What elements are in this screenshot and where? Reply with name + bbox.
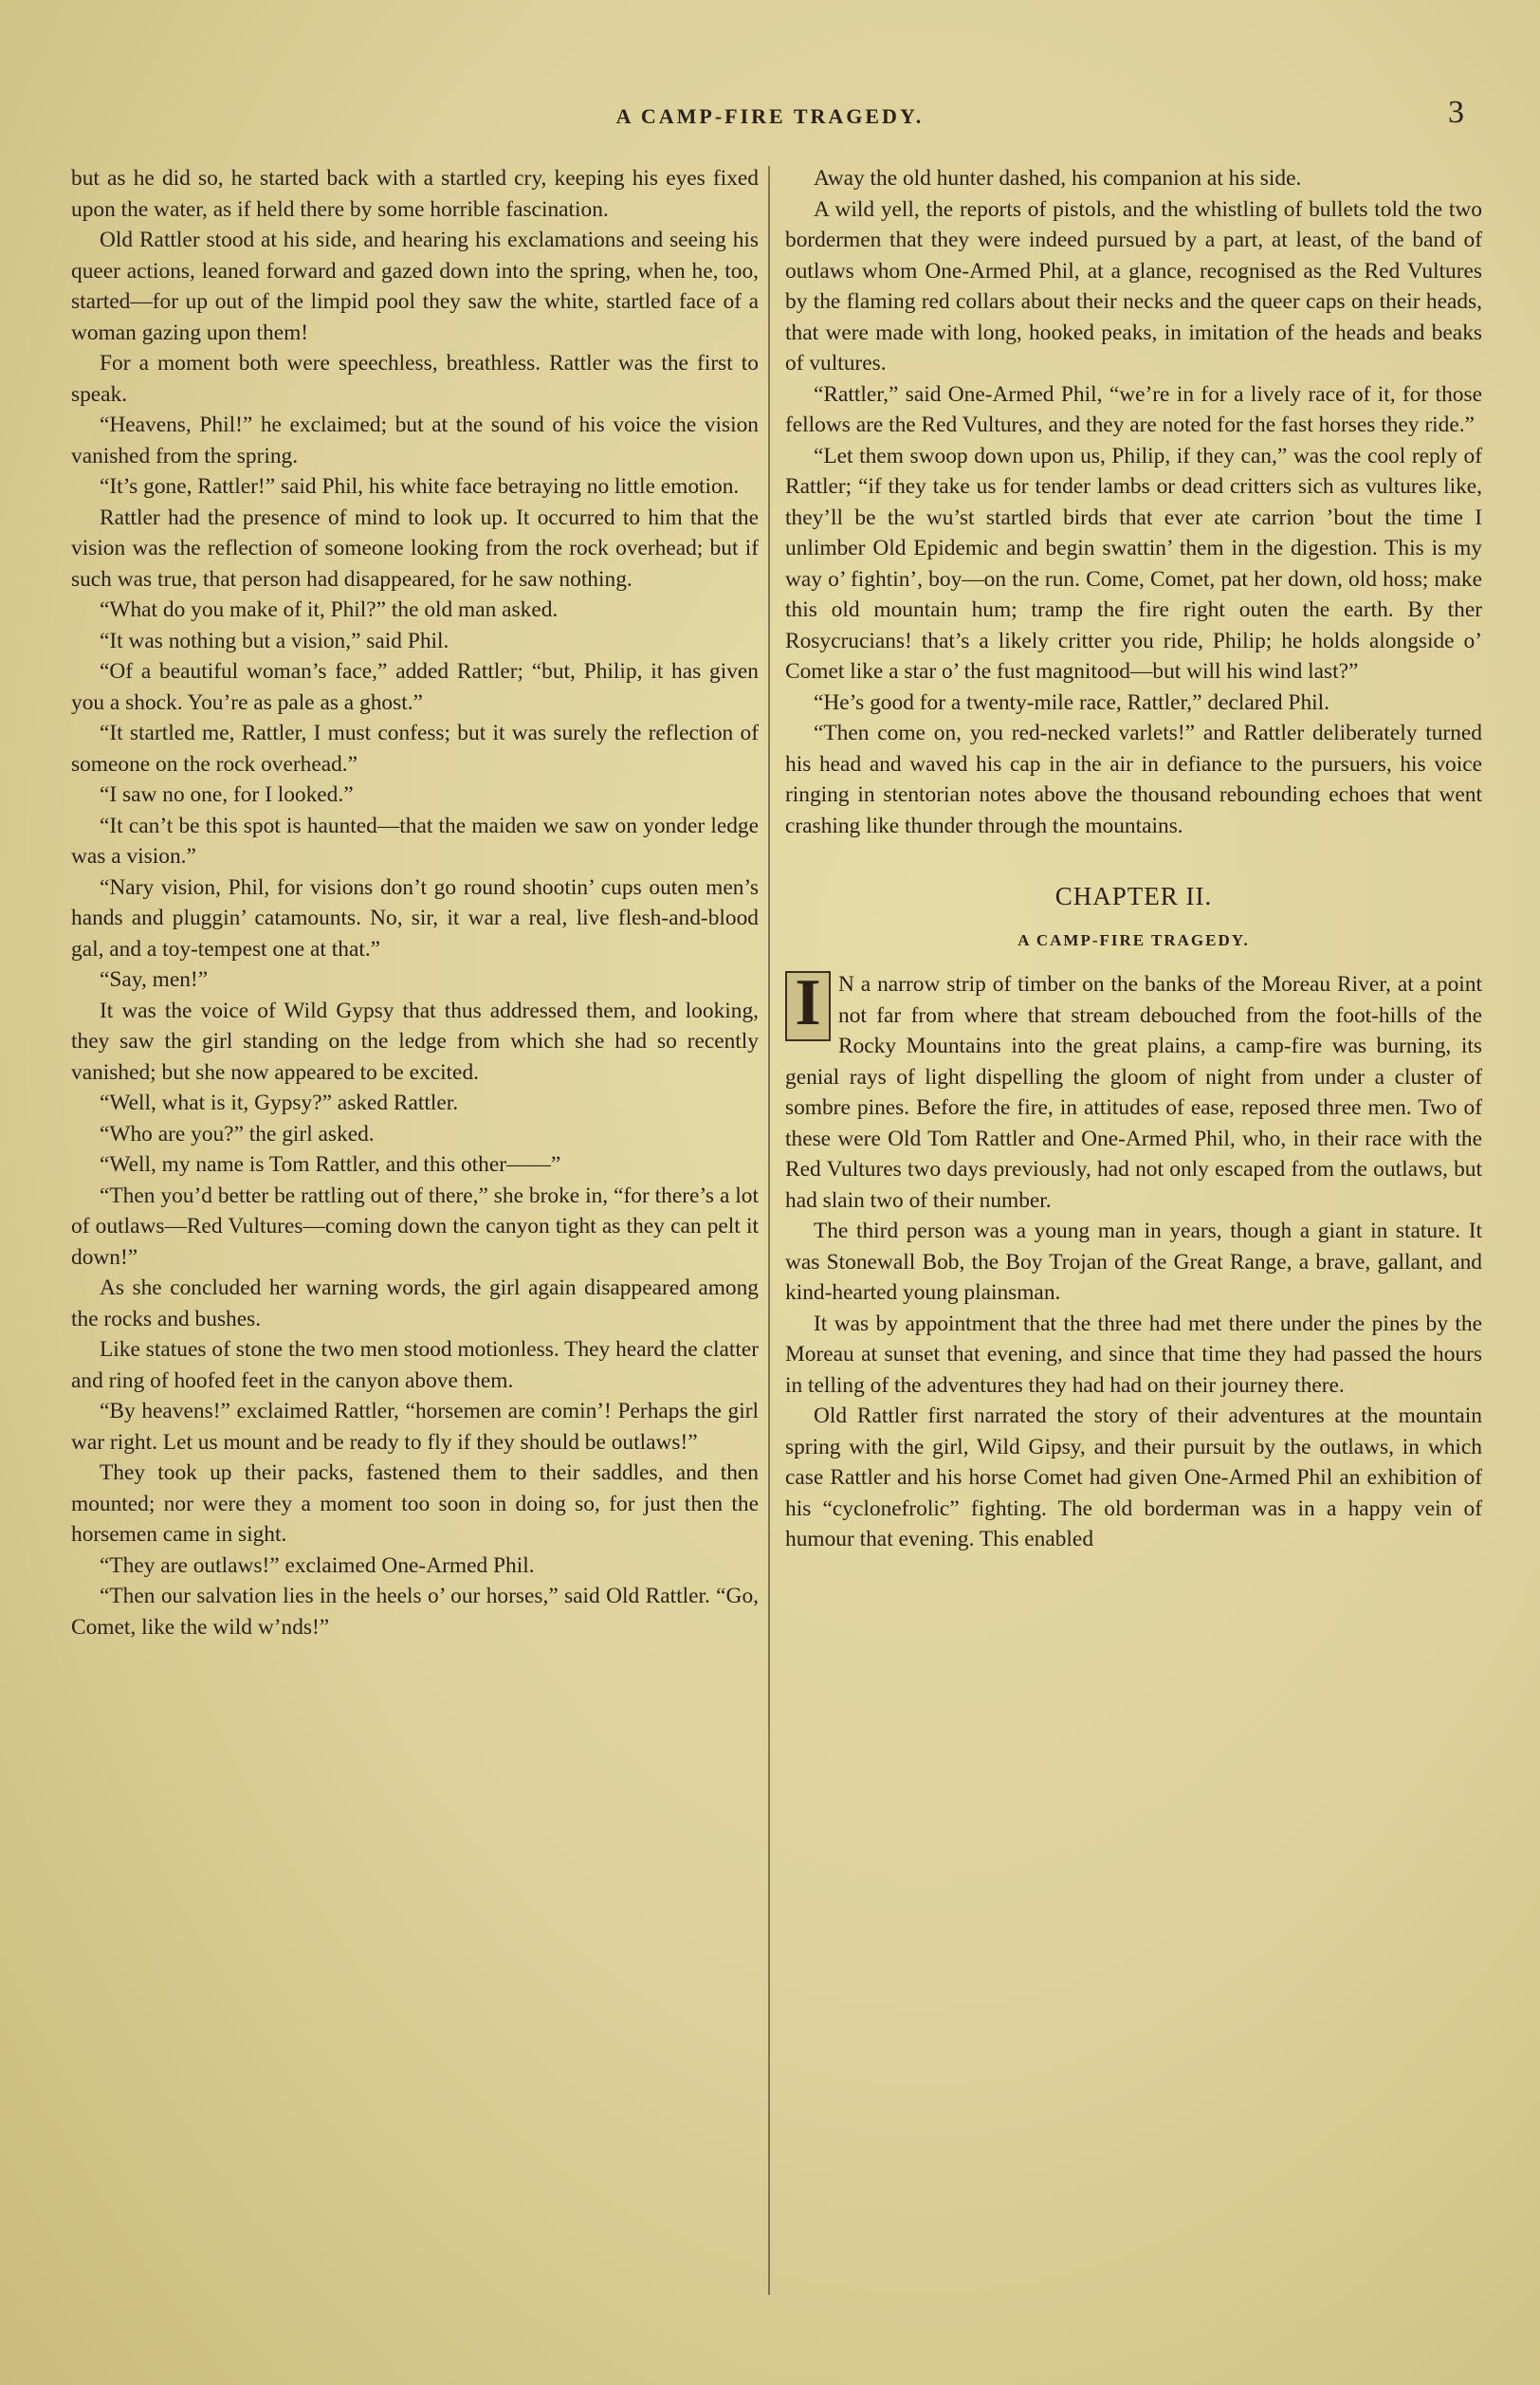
right-column-text-before-chapter bbox=[785, 163, 1482, 841]
paragraph: “By heavens!” exclaimed Rattler, “horsemen are comin’! Perhaps the girl war right. Let us mount and be ready to fly if they should be outlaws!” bbox=[71, 1399, 759, 1455]
chapter-subtitle: A CAMP-FIRE TRAGEDY. bbox=[1018, 930, 1250, 949]
paragraph: “Nary vision, Phil, for visions don’t go round shootin’ cups outen men’s hands and pluggin’ catamounts. No, sir, it war a real, live flesh-and-blood gal, and a toy-tempest one at that.” bbox=[71, 874, 759, 962]
running-title: A CAMP-FIRE TRAGEDY. bbox=[615, 104, 925, 128]
right-column-text-after-chapter bbox=[785, 1216, 1482, 1555]
paragraph: Like statues of stone the two men stood motionless. They heard the clatter and ring of hoofed feet in the canyon above them. bbox=[71, 1337, 759, 1393]
paragraph: The third person was a young man in years, though a giant in stature. It was Stonewall Bob, the Boy Trojan of the Great Range, a brave, gallant, and kind-hearted young plainsman. bbox=[785, 1219, 1482, 1305]
chapter-title: CHAPTER II. bbox=[1054, 882, 1213, 910]
chapter-first-paragraph-text: N a narrow strip of timber on the banks of the Moreau River, at a point not far from where that stream debouched from the foot-hills of the Rocky Mountains into the great plains, a camp-fire was burning, its genial rays of light dispelling the gloom of night from under a cluster of sombre pines. Before the fire, in attitudes of ease, reposed three men. Two of these were Old Tom Rattler and One-Armed Phil, who, in their race with the Red Vultures two days previously, had not only escaped from the outlaws, but had slain two of their number. bbox=[785, 972, 1482, 1213]
paragraph: “Well, what is it, Gypsy?” asked Rattler. bbox=[100, 1091, 459, 1115]
paragraph: It was by appointment that the three had met there under the pines by the Moreau at sunset that evening, and since that time they had passed the hours in telling of the adventures they had had on their journey there. bbox=[785, 1311, 1482, 1398]
left-column bbox=[71, 163, 759, 1642]
paragraph: “Then our salvation lies in the heels o’ our horses,” said Old Rattler. “Go, Comet, like the wild w’nds!” bbox=[71, 1584, 759, 1640]
paragraph: “Rattler,” said One-Armed Phil, “we’re in for a lively race of it, for those fellows are the Red Vultures, and they are noted for the fast horses they ride.” bbox=[785, 381, 1482, 437]
paragraph: “He’s good for a twenty-mile race, Rattler,” declared Phil. bbox=[814, 689, 1329, 715]
paragraph: Rattler had the presence of mind to look up. It occurred to him that the vision was the reflection of someone looking from the rock overhead; but if such was true, that person had disappeared, for he saw nothing. bbox=[71, 505, 759, 592]
paragraph: “Of a beautiful woman’s face,” added Rattler; “but, Philip, it has given you a shock. You’re as pale as a ghost.” bbox=[71, 659, 759, 715]
paragraph: “Well, my name is Tom Rattler, and this other——” bbox=[100, 1152, 561, 1177]
column-divider bbox=[768, 166, 770, 2295]
paragraph: They took up their packs, fastened them to their saddles, and then mounted; nor were they a moment too soon in doing so, for just then the horsemen came in sight. bbox=[71, 1460, 759, 1547]
paragraph: “It startled me, Rattler, I must confess; but it was surely the reflection of someone on the rock overhead.” bbox=[71, 721, 759, 777]
paragraph: For a moment both were speechless, breathless. Rattler was the first to speak. bbox=[71, 351, 759, 407]
paragraph: “Then come on, you red-necked varlets!” and Rattler deliberately turned his head and waved his cap in the air in defiance to the pursuers, his voice ringing in stentorian notes above the thousand rebounding echoes that went crashing like thunder through the mountains. bbox=[785, 721, 1482, 838]
paragraph: “Who are you?” the girl asked. bbox=[100, 1121, 375, 1147]
paragraph: “What do you make of it, Phil?” the old man asked. bbox=[100, 597, 559, 622]
paragraph: Old Rattler stood at his side, and hearing his exclamations and seeing his queer actions, leaned forward and gazed down into the spring, when he, too, started—for up out of the limpid pool they saw the white, startled face of a woman gazing upon them! bbox=[71, 228, 759, 345]
drop-cap-initial: I bbox=[785, 971, 831, 1041]
paragraph: “Let them swoop down upon us, Philip, if they can,” was the cool reply of Rattler; “if they take us for tender lambs or dead critters sich as vultures like, they’ll be the wu’st startled birds that ever ate carrion ’bout the time I unlimber Old Epidemic and begin swattin’ them in the digestion. This is my way o’ fightin’, boy—on the run. Come, Comet, pat her down, old hoss; make this old mountain hum; tramp the fire right outen the earth. By ther Rosycrucians! that’s a likely critter you ride, Philip; he holds alongside o’ Comet like a star o’ the fust magnitood—but will his wind last?” bbox=[785, 443, 1482, 684]
paragraph: “It’s gone, Rattler!” said Phil, his white face betraying no little emotion. bbox=[100, 474, 740, 499]
paragraph: “Heavens, Phil!” he exclaimed; but at the sound of his voice the vision vanished from the spring. bbox=[71, 413, 759, 468]
paragraph: Old Rattler first narrated the story of their adventures at the mountain spring with the girl, Wild Gipsy, and their pursuit by the outlaws, in which case Rattler and his horse Comet had given One-Armed Phil an exhibition of his “cyclonefrolic” fighting. The old borderman was in a happy vein of humour that evening. This enabled bbox=[785, 1403, 1482, 1551]
paragraph: “It was nothing but a vision,” said Phil. bbox=[100, 628, 449, 653]
paragraph: “Say, men!” bbox=[100, 967, 209, 992]
paragraph: It was the voice of Wild Gypsy that thus addressed them, and looking, they saw the girl standing on the ledge from which she had so recently vanished; but she now appeared to be excited. bbox=[71, 998, 759, 1085]
paragraph: A wild yell, the reports of pistols, and the whistling of bullets told the two bordermen that they were indeed pursued by a part, at least, of the band of outlaws whom One-Armed Phil, at a glance, recognised as the Red Vultures by the flaming red collars about their necks and the queer caps on their heads, that were made with long, hooked peaks, in imitation of the heads and beaks of vultures. bbox=[785, 196, 1482, 376]
page-number: 3 bbox=[1448, 95, 1464, 130]
paragraph: As she concluded her warning words, the girl again disappeared among the rocks and bushes. bbox=[71, 1275, 759, 1331]
paragraph: Away the old hunter dashed, his companion at his side. bbox=[814, 166, 1302, 191]
paragraph: “Then you’d better be rattling out of there,” she broke in, “for there’s a lot of outlaws—Red Vultures—coming down the canyon tight as they can pelt it down!” bbox=[71, 1183, 759, 1270]
paragraph: “I saw no one, for I looked.” bbox=[100, 782, 354, 807]
paragraph: “They are outlaws!” exclaimed One-Armed Phil. bbox=[100, 1552, 535, 1578]
paragraph: but as he did so, he started back with a startled cry, keeping his eyes fixed upon the water, as if held there by some horrible fascination. bbox=[71, 166, 759, 222]
chapter-first-paragraph bbox=[785, 966, 1482, 1216]
right-column bbox=[785, 163, 1482, 1555]
paragraph: “It can’t be this spot is haunted—that the maiden we saw on yonder ledge was a vision.” bbox=[71, 813, 759, 869]
